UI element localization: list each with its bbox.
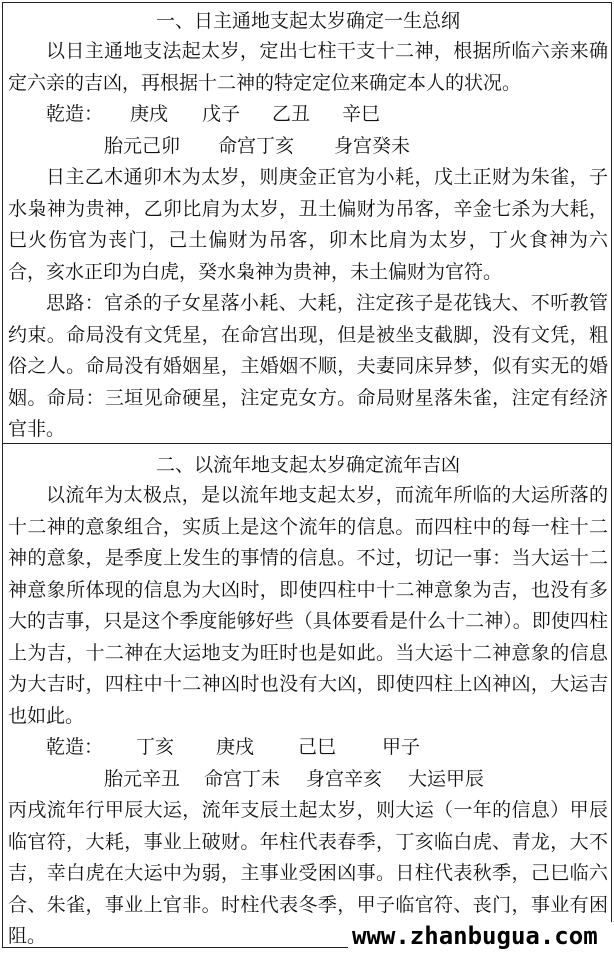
section-2-title: 二、以流年地支起太岁确定流年吉凶 — [155, 454, 460, 476]
pillar-day: 乙丑 — [272, 103, 311, 125]
tai-yuan: 胎元己卯 — [104, 134, 181, 157]
pillar-hour: 甲子 — [382, 736, 421, 758]
section-1-title: 一、日主通地支起太岁确定一生总纲 — [155, 10, 460, 32]
bazi-extra-1 — [8, 131, 608, 163]
bazi-chart-1 — [8, 99, 608, 131]
watermark-url: www.zhanbugua.com — [348, 922, 614, 950]
section-1-intro: 以日主通地支法起太岁，定出七柱干支十二神，根据所临六亲来确定六亲的吉凶，再根据十二神的特定定位来确定本人的状况。 — [8, 40, 608, 94]
section-2 — [8, 450, 608, 953]
pillar-day: 己巳 — [298, 736, 337, 758]
section-1 — [8, 6, 608, 446]
shen-gong: 身宫辛亥 — [306, 767, 383, 790]
chart-label: 乾造： — [46, 103, 104, 125]
pillar-month: 庚戌 — [216, 736, 255, 758]
pillar-month: 戊子 — [202, 103, 241, 125]
chart-label: 乾造： — [46, 736, 104, 758]
da-yun: 大运甲辰 — [408, 767, 485, 790]
ming-gong: 命宫丁未 — [204, 767, 281, 790]
bazi-chart-2 — [8, 732, 608, 764]
bazi-extra-2 — [8, 764, 608, 796]
tai-yuan: 胎元辛丑 — [104, 767, 181, 790]
shen-gong: 身宫癸未 — [334, 134, 411, 157]
section-2-intro: 以流年为太极点，是以流年地支起太岁，而流年所临的大运所落的十二神的意象组合，实质上是这个流年的信息。而四柱中的每一柱十二神的意象，是季度上发生的事情的信息。不过，切记一事：当大运十二神意象所体现的信息为大凶时，即使四柱中十二神意象为吉，也没有多大的吉事，只是这个季度能够好些（具体要看是什么十二神）。即使四柱上为吉，十二神在大运地支为旺时也是如此。当大运十二神意象的信息为大吉时，四柱中十二神凶时也没有大凶，即使四柱上凶神凶，大运吉也如此。 — [8, 484, 608, 727]
section-1-thought: 思路：官杀的子女星落小耗、大耗，注定孩子是花钱大、不听教管约束。命局没有文凭星，在命宫出现，但是被坐支截脚，没有文凭，粗俗之人。命局没有婚姻星，主婚姻不顺，夫妻同床异梦，似有实无的婚姻。命局：三垣见命硬星，注定克女方。命局财星落朱雀，注定有经济官非。 — [8, 292, 608, 440]
pillar-year: 丁亥 — [136, 736, 175, 758]
pillar-year: 庚戌 — [130, 103, 169, 125]
section-1-analysis: 日主乙木通卯木为太岁，则庚金正官为小耗，戊土正财为朱雀，子水枭神为贵神，乙卯比肩为太岁，丑土偏财为吊客，辛金七杀为大耗，巳火伤官为丧门，己土偏财为吊客，卯木比肩为太岁，丁火食神为六合，亥水正印为白虎，癸水枭神为贵神，未土偏财为官符。 — [8, 166, 608, 283]
ming-gong: 命宫丁亥 — [218, 134, 295, 157]
pillar-hour: 辛巳 — [342, 103, 381, 125]
section-2-analysis: 丙戌流年行甲辰大运，流年支辰土起太岁，则大运（一年的信息）甲辰临官符，大耗，事业上破财。年柱代表春季，丁亥临白虎、青龙，大不吉，幸白虎在大运中为弱，主事业受困凶事。日柱代表秋季，己巳临六合、朱雀，事业上官非。时柱代表冬季，甲子临官符、丧门，事业有困阻。 — [8, 799, 608, 947]
